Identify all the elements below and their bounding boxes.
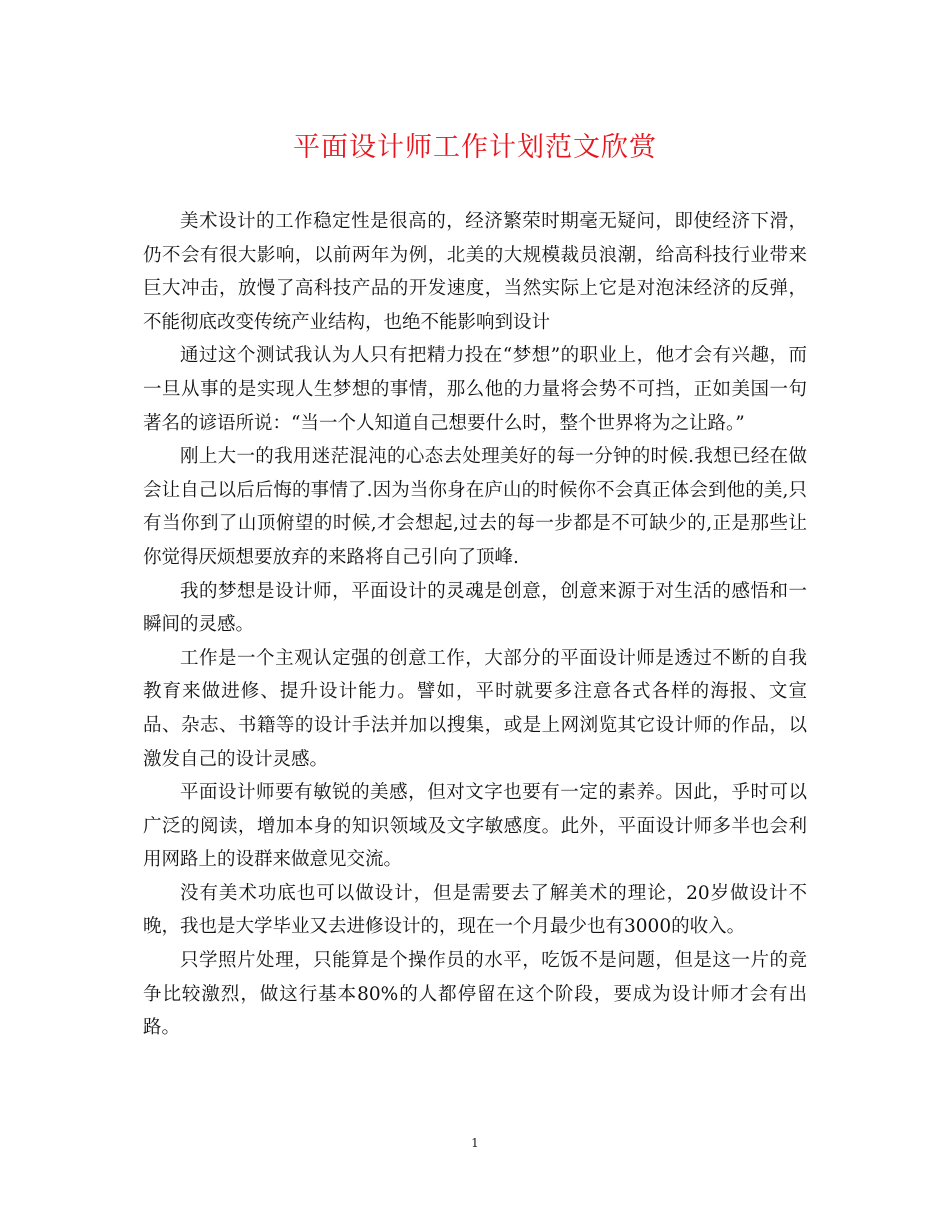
paragraph-1: 美术设计的工作稳定性是很高的，经济繁荣时期毫无疑问，即使经济下滑，仍不会有很大影响，以前两年为例，北美的大规模裁员浪潮，给高科技行业带来巨大冲击，放慢了高科技产品的开发速度，当然实际上它是对泡沫经济的反弹，不能彻底改变传统产业结构，也绝不能影响到设计: [143, 211, 807, 333]
paragraph-8: 只学照片处理，只能算是个操作员的水平，吃饭不是问题，但是这一片的竞争比较激烈，做这行基本80%的人都停留在这个阶段，要成为设计师才会有出路。: [143, 950, 807, 1039]
document-body: [143, 205, 807, 1045]
paragraph-5: 工作是一个主观认定强的创意工作，大部分的平面设计师是透过不断的自我教育来做进修、提升设计能力。譬如，平时就要多注意各式各样的海报、文宣品、杂志、书籍等的设计手法并加以搜集，或是上网浏览其它设计师的作品，以激发自己的设计灵感。: [143, 647, 807, 770]
paragraph-7: 没有美术功底也可以做设计，但是需要去了解美术的理论，20岁做设计不晚，我也是大学毕业又去进修设计的，现在一个月最少也有3000的收入。: [143, 882, 807, 938]
paragraph-6: 平面设计师要有敏锐的美感，但对文字也要有一定的素养。因此，乎时可以广泛的阅读，增加本身的知识领域及文字敏感度。此外，平面设计师多半也会利用网路上的设群来做意见交流。: [143, 782, 807, 871]
paragraph-2: 通过这个测试我认为人只有把精力投在“梦想”的职业上，他才会有兴趣，而一旦从事的是实现人生梦想的事情，那么他的力量将会势不可挡，正如美国一句著名的谚语所说：“当一个人知道自己想要什么时，整个世界将为之让路。”: [143, 345, 807, 434]
page-number: 1: [471, 1136, 479, 1150]
paragraph-4: 我的梦想是设计师，平面设计的灵魂是创意，创意来源于对生活的感悟和一瞬间的灵感。: [143, 580, 807, 636]
paragraph-3: 刚上大一的我用迷茫混沌的心态去处理美好的每一分钟的时候.我想已经在做会让自己以后后悔的事情了.因为当你身在庐山的时候你不会真正体会到他的美,只有当你到了山顶俯望的时候,才会想起,过去的每一步都是不可缺少的,正是那些让你觉得厌烦想要放弃的来路将自己引向了顶峰.: [143, 446, 807, 568]
document-title: 平面设计师工作计划范文欣赏: [293, 132, 657, 163]
